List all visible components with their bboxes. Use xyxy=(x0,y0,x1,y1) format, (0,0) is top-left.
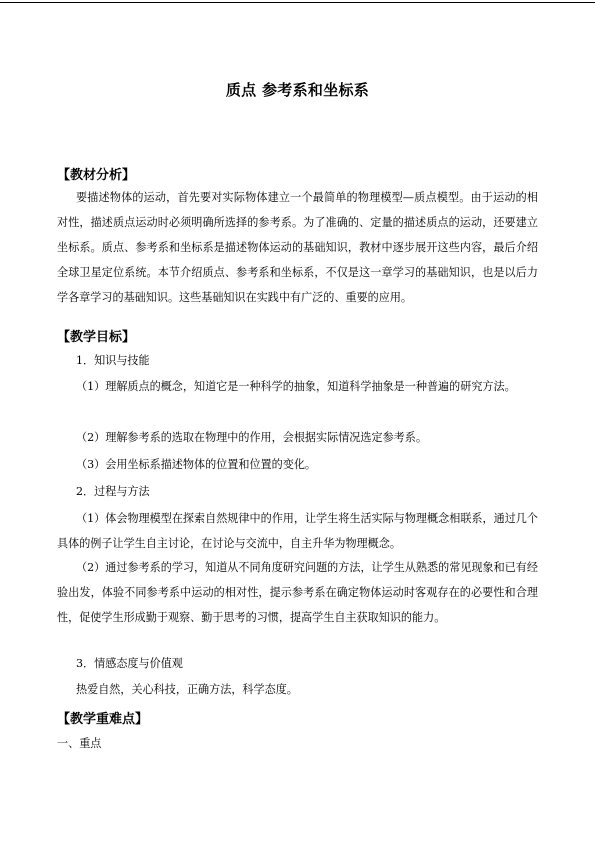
goal-item-1-1: （1）理解质点的概念，知道它是一种科学的抽象，知道科学抽象是一种普遍的研究方法。 xyxy=(76,380,516,393)
heading-teaching-goals: 【教学目标】 xyxy=(57,330,136,345)
header-rule xyxy=(0,2,595,3)
goal-item-2-1: （1）体会物理模型在探索自然规律中的作用，让学生将生活实际与物理概念相联系，通过几个具体的例子让学生自主讨论，在讨论与交流中，自主升华为物理概念。 xyxy=(57,512,538,550)
subheading-process-methods: 2．过程与方法 xyxy=(76,485,150,498)
goal-item-1-3: （3）会用坐标系描述物体的位置和位置的变化。 xyxy=(76,458,317,471)
goal-item-1-2: （2）理解参考系的选取在物理中的作用，会根据实际情况选定参考系。 xyxy=(76,431,427,444)
subheading-knowledge-skills: 1．知识与技能 xyxy=(76,354,150,367)
subheading-key-points: 一、重点 xyxy=(57,737,102,750)
heading-textbook-analysis: 【教材分析】 xyxy=(57,168,136,183)
goal-item-3-1: 热爱自然，关心科技，正确方法，科学态度。 xyxy=(76,683,298,696)
analysis-paragraph: 要描述物体的运动，首先要对实际物体建立一个最简单的物理模型—质点模型。由于运动的相对性，描述质点运动时必须明确所选择的参考系。为了准确的、定量的描述质点的运动，还要建立坐标系。质点、参考系和坐标系是描述物体运动的基础知识，教材中逐步展开这些内容，最后介绍全球卫星定位系统。本节介绍质点、参考系和坐标系，不仅是这一章学习的基础知识，也是以后力学各章学习的基础知识。这些基础知识在实践中有广泛的、重要的应用。 xyxy=(57,191,538,304)
subheading-attitudes-values: 3．情感态度与价值观 xyxy=(76,657,183,670)
heading-key-difficult-points: 【教学重难点】 xyxy=(57,712,149,727)
goal-item-2-2: （2）通过参考系的学习，知道从不同角度研究问题的方法，让学生从熟悉的常见现象和已有经验出发，体验不同参考系中运动的相对性，提示参考系在确定物体运动时客观存在的必要性和合理性，促使学生形成勤于观察、勤于思考的习惯，提高学生自主获取知识的能力。 xyxy=(57,561,538,624)
document-title: 质点 参考系和坐标系 xyxy=(225,81,370,99)
